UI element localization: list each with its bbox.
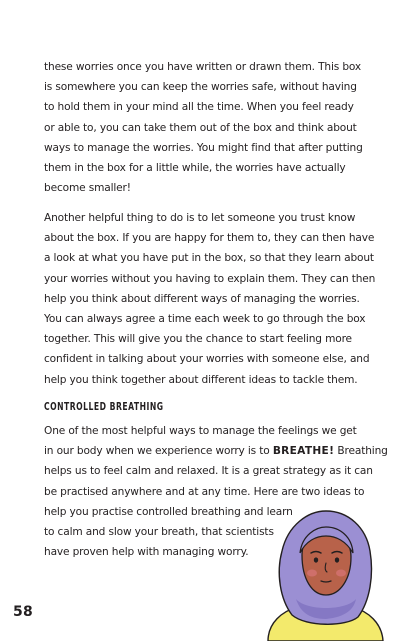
text-line: become smaller! (44, 182, 131, 195)
text-line: a look at what you have put in the box, so that they learn about (44, 252, 374, 265)
text-line: helps us to feel calm and relaxed. It is a great strategy as it can (44, 465, 373, 478)
emphasis-breathe: BREATHE! (272, 445, 335, 458)
page-number: 58 (13, 604, 33, 620)
text-line: Another helpful thing to do is to let someone you trust know (44, 212, 356, 224)
text-line: confident in talking about your worries with someone else, and (44, 353, 370, 366)
text-line: or able to, you can take them out of the box and think about (44, 121, 357, 134)
text-line: your worries without you having to explain them. They can then (44, 272, 376, 285)
cheek-right (336, 570, 346, 577)
text-line: to hold them in your mind all the time. When you feel ready (44, 101, 354, 114)
text-fragment: in our body when we experience worry is to (44, 445, 273, 458)
paragraph-trusted-person (44, 208, 384, 390)
text-line: One of the most helpful ways to manage the feelings we get (44, 425, 357, 437)
text-line: these worries once you have written or drawn them. This box (44, 61, 362, 73)
text-line: to calm and slow your breath, that scientists (44, 526, 274, 539)
text-line: them in the box for a little while, the worries have actually (44, 162, 346, 175)
text-line: help you practise controlled breathing and learn (44, 505, 293, 518)
girl-in-hijab-illustration (262, 503, 387, 641)
eye-left (314, 557, 318, 562)
text-line: help you think together about different ideas to tackle them. (44, 373, 358, 386)
paragraph-worry-box (44, 57, 384, 198)
text-line: help you think about different ways of managing the worries. (44, 292, 360, 305)
section-heading: CONTROLLED BREATHING (44, 401, 164, 413)
text-line: is somewhere you can keep the worries safe, without having (44, 81, 357, 94)
text-fragment: Breathing (334, 445, 388, 458)
text-line: be practised anywhere and at any time. Here are two ideas to (44, 485, 365, 498)
cheek-left (307, 570, 317, 577)
text-line: about the box. If you are happy for them to, they can then have (44, 232, 375, 245)
text-line: have proven help with managing worry. (44, 546, 249, 559)
text-line: together. This will give you the chance to start feeling more (44, 333, 352, 346)
text-line-with-emphasis (44, 441, 388, 461)
text-line: You can always agree a time each week to go through the box (44, 313, 366, 326)
eye-right (335, 557, 339, 562)
text-line: ways to manage the worries. You might find that after putting (44, 141, 363, 154)
